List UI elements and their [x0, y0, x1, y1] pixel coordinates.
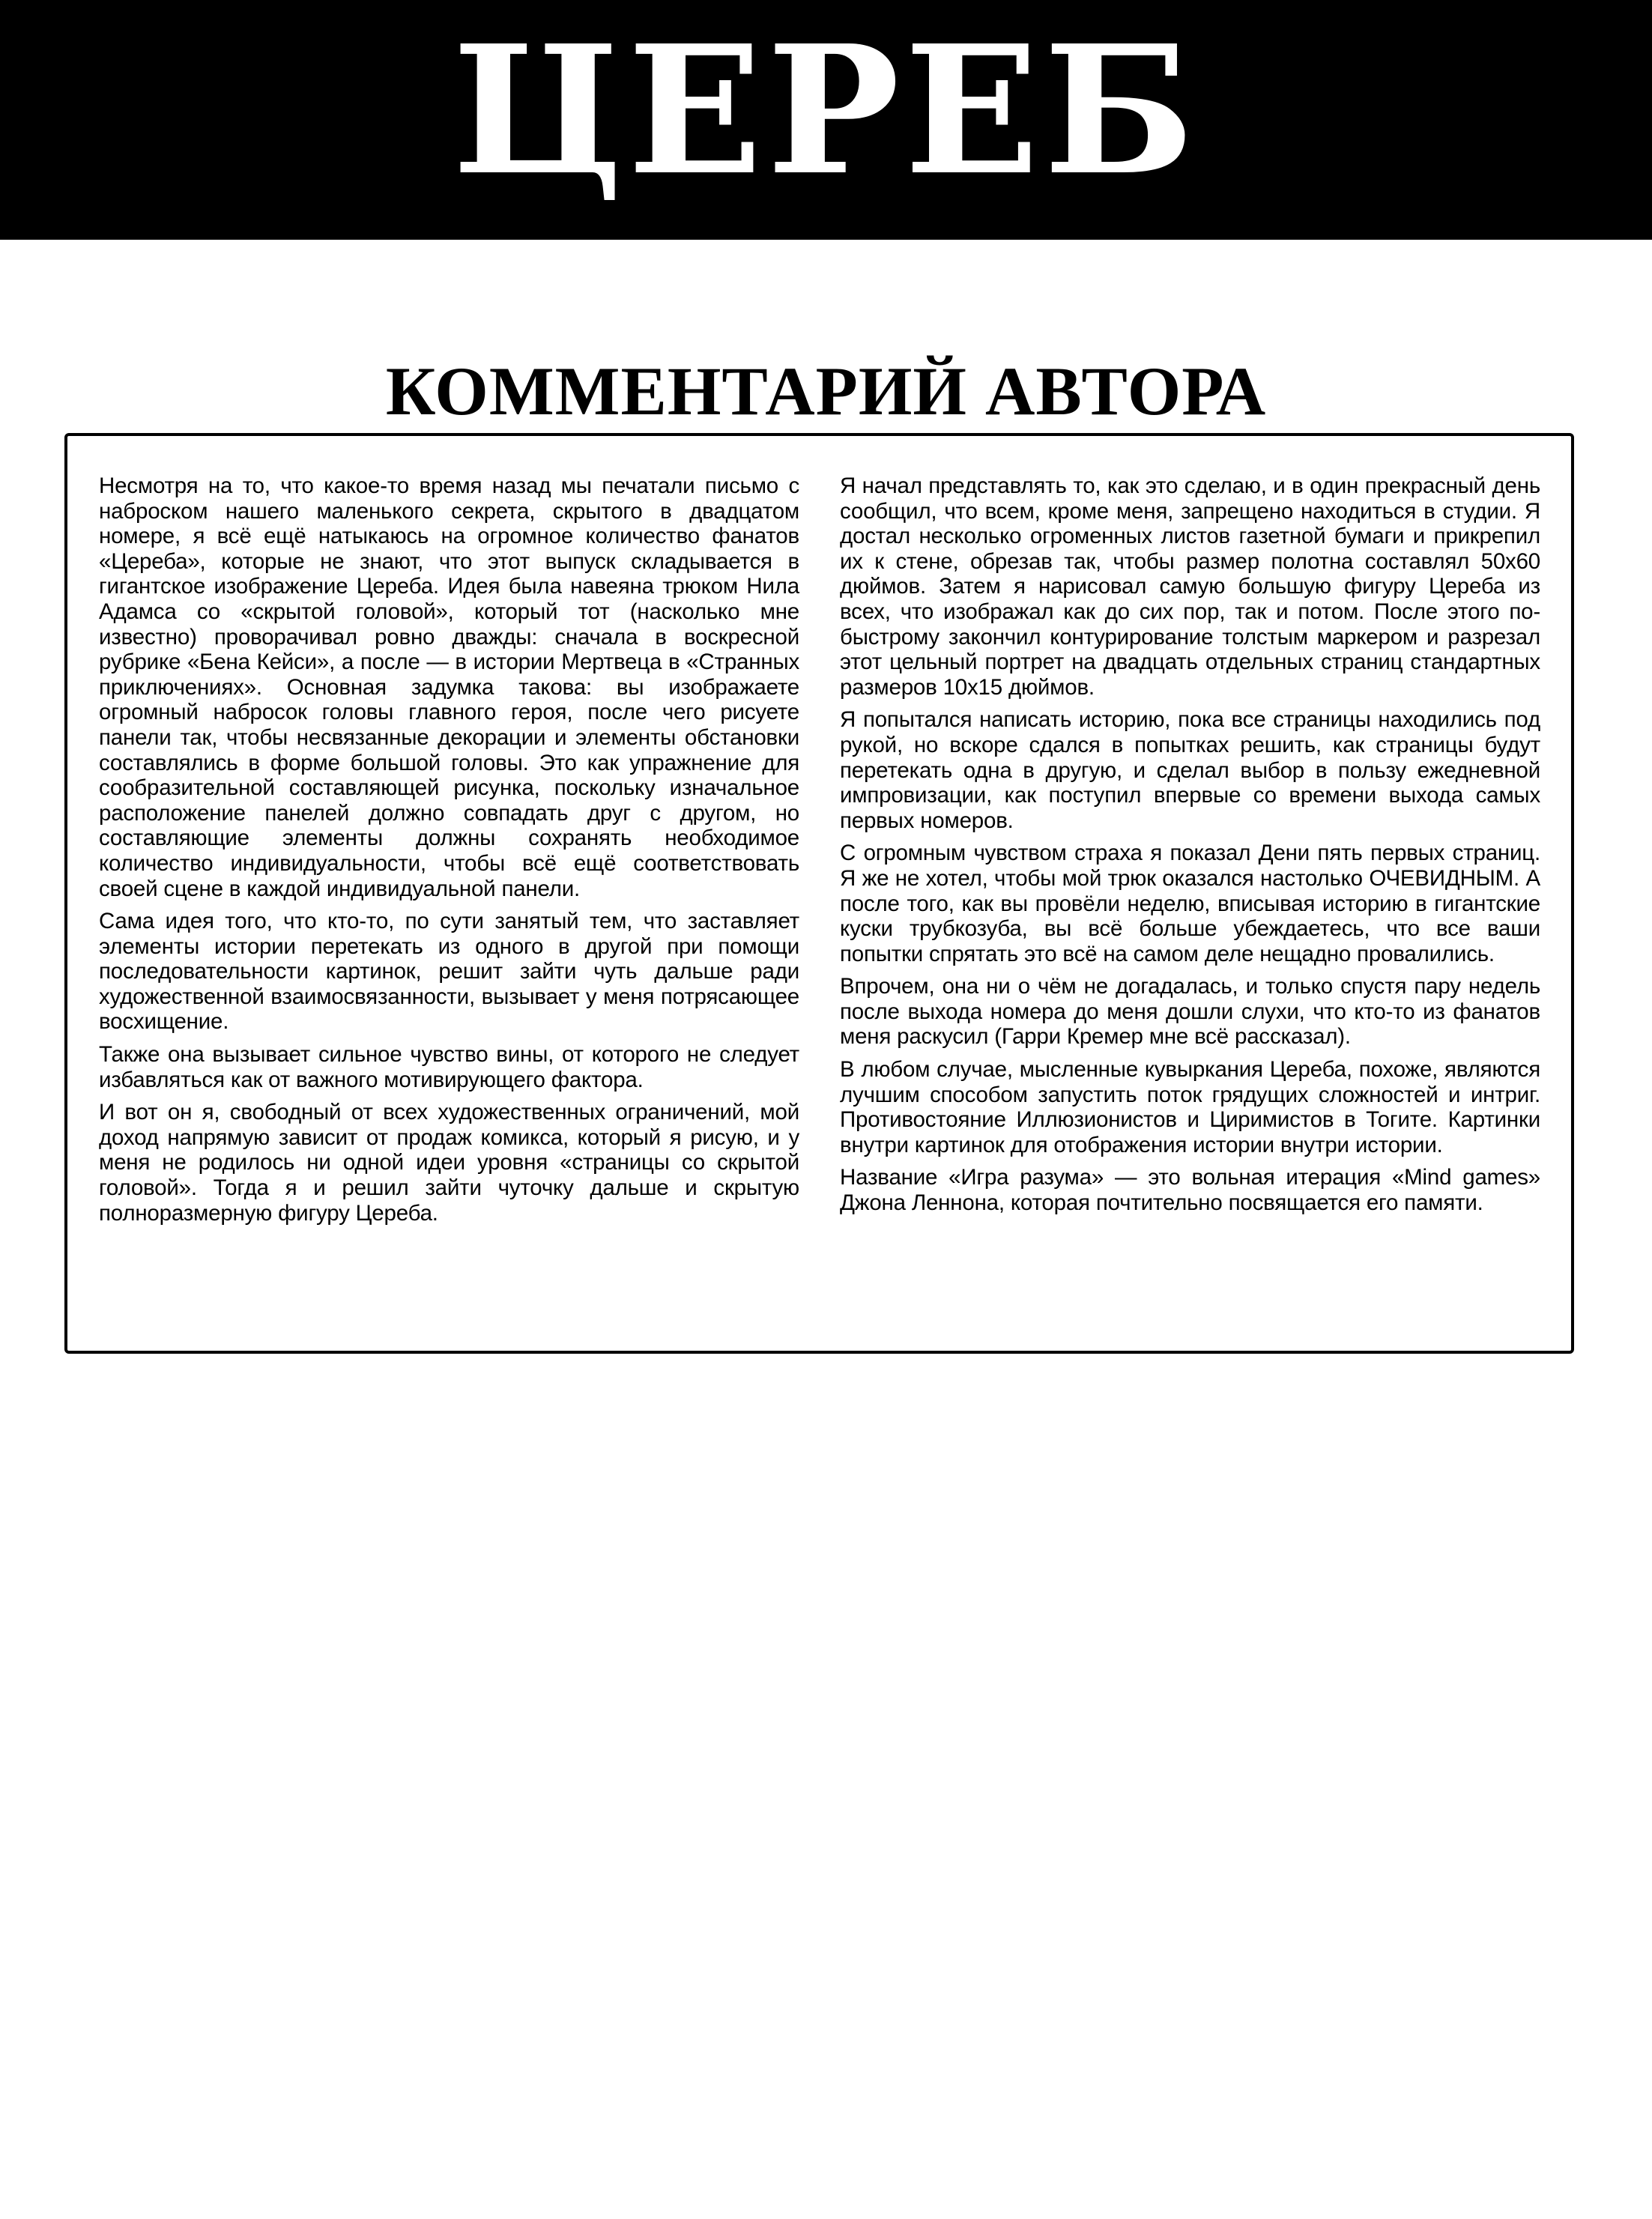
logo-text: ЦЕРЕБ	[452, 6, 1199, 214]
commentary-column-left	[99, 473, 799, 1233]
paragraph: Название «Игра разума» — это вольная итерация «Mind games» Джона Леннона, которая почтительно посвящается его памяти.	[840, 1165, 1540, 1216]
paragraph: В любом случае, мысленные кувыркания Цереба, похоже, являются лучшим способом запустить поток грядущих сложностей и интриг. Противостояние Иллюзионистов и Циримистов в Тогите. Картинки внутри картинок для отображения истории внутри истории.	[840, 1057, 1540, 1157]
cerebus-logo	[0, 0, 1652, 240]
paragraph: Я попытался написать историю, пока все страницы находились под рукой, но вскоре сдался в попытках решить, как страницы будут перетекать одна в другую, и сделал выбор в пользу ежедневной импровизации, как поступил впервые со времени выхода самых первых номеров.	[840, 707, 1540, 833]
paragraph: И вот он я, свободный от всех художественных ограничений, мой доход напрямую зависит от продаж комикса, который я рисую, и у меня не родилось ни одной идеи уровня «страницы со скрытой головой». Тогда я и решил зайти чуточку дальше и скрытую полноразмерную фигуру Цереба.	[99, 1100, 799, 1226]
paragraph: Несмотря на то, что какое-то время назад мы печатали письмо с наброском нашего маленького секрета, скрытого в двадцатом номере, я всё ещё натыкаюсь на огромное количество фанатов «Цереба», которые не знают, что этот выпуск складывается в гигантское изображение Цереба. Идея была навеяна трюком Нила Адамса со «скрытой головой», который тот (насколько мне известно) проворачивал ровно дважды: сначала в воскресной рубрике «Бена Кейси», а после — в истории Мертвеца в «Странных приключениях». Основная задумка такова: вы изображаете огромный набросок головы главного героя, после чего рисуете панели так, чтобы несвязанные декорации и элементы обстановки составлялись в форме большой головы. Это как упражнение для сообразительной составляющей рисунка, поскольку изначальное расположение панелей должно совпадать друг с другом, но составляющие элементы должны сохранять необходимое количество индивидуальности, чтобы всё ещё соответствовать своей сцене в каждой индивидуальной панели.	[99, 473, 799, 901]
paragraph: Сама идея того, что кто-то, по сути занятый тем, что заставляет элементы истории перетекать из одного в другой при помощи последовательности картинок, решит зайти чуть дальше ради художественной взаимосвязанности, вызывает у меня потрясающее восхищение.	[99, 909, 799, 1035]
paragraph: С огромным чувством страха я показал Дени пять первых страниц. Я же не хотел, чтобы мой трюк оказался настолько ОЧЕВИДНЫМ. А после того, как вы провёли неделю, вписывая историю в гигантские куски трубкозуба, вы всё больше убеждаетесь, что все ваши попытки спрятать это всё на самом деле нещадно провалились.	[840, 841, 1540, 966]
commentary-box	[64, 433, 1574, 1354]
paragraph: Я начал представлять то, как это сделаю, и в один прекрасный день сообщил, что всем, кроме меня, запрещено находиться в студии. Я достал несколько огроменных листов газетной бумаги и прикрепил их к стене, обрезав так, чтобы размер полотна составлял 50x60 дюймов. Затем я нарисовал самую большую фигуру Цереба из всех, что изображал как до сих пор, так и потом. После этого по-быстрому закончил контурирование толстым маркером и разрезал этот цельный портрет на двадцать отдельных страниц стандартных размеров 10x15 дюймов.	[840, 473, 1540, 700]
paragraph: Впрочем, она ни о чём не догадалась, и только спустя пару недель после выхода номера до меня дошли слухи, что кто-то из фанатов меня раскусил (Гарри Кремер мне всё рассказал).	[840, 974, 1540, 1050]
masthead	[0, 0, 1652, 240]
page-title: КОММЕНТАРИЙ АВТОРА	[385, 352, 1267, 429]
paragraph: Также она вызывает сильное чувство вины, от которого не следует избавляться как от важного мотивирующего фактора.	[99, 1042, 799, 1092]
commentary-column-right	[840, 473, 1540, 1223]
